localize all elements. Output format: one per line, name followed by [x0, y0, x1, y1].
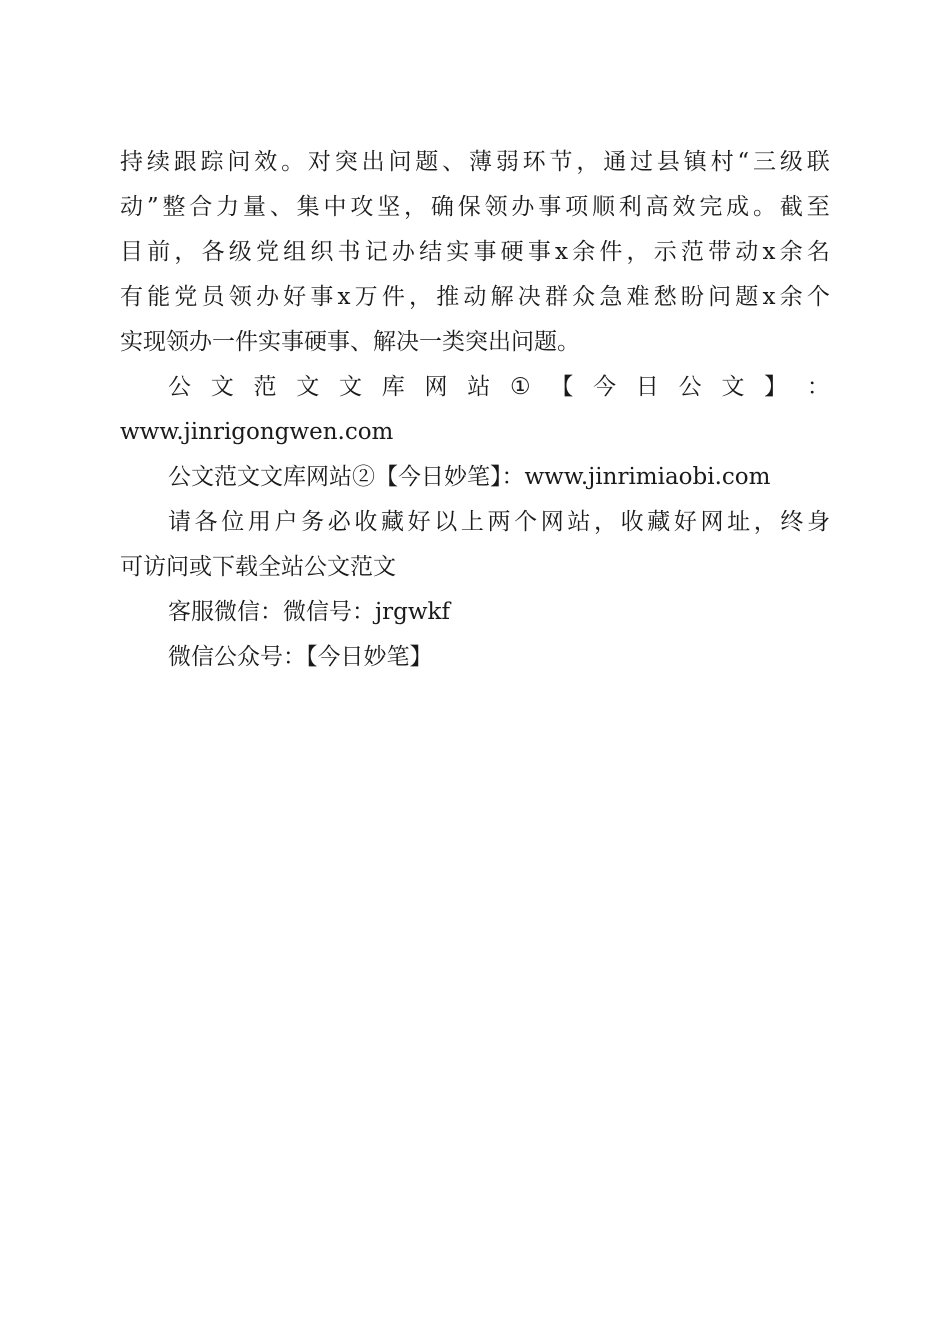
text-glyph: 、 — [269, 194, 293, 220]
text-glyph: 出 — [361, 149, 385, 175]
text-glyph: ， — [753, 509, 777, 535]
text-glyph: 藏 — [381, 509, 404, 535]
site2-line — [120, 455, 830, 500]
text-glyph: 址 — [727, 509, 751, 535]
text-glyph: 题 — [415, 149, 439, 175]
text-glyph: 节 — [549, 149, 573, 175]
text-glyph: 项 — [565, 194, 589, 220]
text-glyph: 办 — [391, 239, 415, 265]
text-glyph: ， — [404, 194, 428, 220]
text-glyph: 顺 — [591, 194, 615, 220]
site2-url[interactable]: www.jinrimiaobi.com — [524, 464, 771, 490]
text-glyph: 领 — [228, 284, 252, 310]
text-glyph: 站 — [567, 509, 591, 535]
text-glyph: 站 — [467, 374, 491, 400]
text-glyph: x — [555, 239, 568, 265]
text-glyph: 村 — [710, 149, 734, 175]
site1-url[interactable]: www.jinrigongwen.com — [120, 419, 394, 445]
text-glyph: 万 — [354, 284, 378, 310]
text-glyph: 藏 — [647, 509, 671, 535]
text-glyph: 】 — [764, 374, 788, 400]
text-glyph: 带 — [708, 239, 732, 265]
text-glyph: 网 — [700, 509, 724, 535]
text-glyph: 量 — [242, 194, 266, 220]
text-glyph: 办 — [255, 284, 279, 310]
text-glyph: 解 — [490, 284, 514, 310]
text-glyph: ① — [510, 374, 531, 400]
paragraph-line-5: 实现领办一件实事硬事、解决一类突出问题。 — [120, 329, 580, 355]
text-glyph: 跟 — [173, 149, 197, 175]
text-glyph: 名 — [806, 239, 830, 265]
text-glyph: 弱 — [495, 149, 519, 175]
text-glyph: x — [337, 284, 351, 310]
text-glyph: 推 — [436, 284, 460, 310]
text-glyph: 对 — [307, 149, 331, 175]
text-glyph: 问 — [708, 284, 732, 310]
text-glyph: 两 — [487, 509, 511, 535]
text-glyph: 硬 — [500, 239, 524, 265]
text-glyph: 领 — [484, 194, 508, 220]
service-wechat: 客服微信：微信号：jrgwkf — [168, 599, 450, 625]
text-glyph: 目 — [120, 239, 143, 265]
text-glyph: 合 — [189, 194, 213, 220]
text-glyph: 用 — [247, 509, 271, 535]
text-glyph: 户 — [274, 509, 298, 535]
text-glyph: 群 — [544, 284, 568, 310]
text-glyph: 效 — [672, 194, 696, 220]
text-glyph: 以 — [434, 509, 458, 535]
text-glyph: 记 — [364, 239, 388, 265]
text-glyph: 保 — [457, 194, 481, 220]
text-glyph: 完 — [699, 194, 723, 220]
text-glyph: 公 — [678, 374, 702, 400]
text-glyph: 网 — [540, 509, 564, 535]
text-glyph: 前 — [147, 239, 171, 265]
text-glyph: 至 — [806, 194, 830, 220]
text-glyph: 攻 — [350, 194, 374, 220]
text-glyph: 动 — [735, 239, 759, 265]
text-glyph: 整 — [162, 194, 186, 220]
text-glyph: 确 — [430, 194, 454, 220]
text-glyph: 盼 — [680, 284, 704, 310]
text-glyph: ， — [174, 239, 198, 265]
text-glyph: 问 — [388, 149, 412, 175]
text-glyph: 踪 — [200, 149, 224, 175]
text-glyph: 文 — [210, 374, 234, 400]
text-glyph: 个 — [806, 284, 830, 310]
text-glyph: 决 — [517, 284, 541, 310]
text-glyph: 。 — [281, 149, 305, 175]
text-glyph: 环 — [522, 149, 546, 175]
text-glyph: 文 — [296, 374, 320, 400]
text-glyph: 好 — [407, 509, 431, 535]
text-glyph: 办 — [511, 194, 535, 220]
text-glyph: 件 — [381, 284, 405, 310]
text-glyph: 题 — [735, 284, 759, 310]
text-glyph: 、 — [442, 149, 466, 175]
text-glyph: 力 — [216, 194, 240, 220]
text-glyph: ， — [576, 149, 600, 175]
text-glyph: 库 — [381, 374, 405, 400]
paragraph-line-3 — [120, 230, 830, 275]
text-glyph: 突 — [334, 149, 358, 175]
text-glyph: 急 — [599, 284, 623, 310]
paragraph-line-2 — [120, 185, 830, 230]
text-glyph: 能 — [147, 284, 171, 310]
text-glyph: 文 — [339, 374, 362, 400]
text-glyph: 级 — [779, 149, 803, 175]
text-glyph: 示 — [653, 239, 677, 265]
text-glyph: 收 — [354, 509, 378, 535]
text-glyph: 书 — [337, 239, 361, 265]
text-glyph: 事 — [527, 239, 551, 265]
text-glyph: 县 — [656, 149, 680, 175]
text-glyph: 愁 — [653, 284, 677, 310]
text-glyph: 收 — [620, 509, 644, 535]
text-glyph: 余 — [779, 239, 803, 265]
text-glyph: 组 — [283, 239, 307, 265]
text-glyph: 余 — [779, 284, 803, 310]
text-glyph: 日 — [635, 374, 659, 400]
text-glyph: 各 — [194, 509, 218, 535]
text-glyph: 高 — [645, 194, 669, 220]
text-glyph: 有 — [120, 284, 143, 310]
text-glyph: 续 — [146, 149, 170, 175]
text-glyph: 终 — [780, 509, 804, 535]
official-account: 微信公众号：【今日妙笔】 — [168, 644, 433, 670]
text-glyph: x — [762, 284, 776, 310]
text-glyph: 效 — [254, 149, 278, 175]
text-glyph: 事 — [538, 194, 562, 220]
text-glyph: 党 — [255, 239, 279, 265]
text-glyph: 中 — [323, 194, 347, 220]
text-glyph: x — [762, 239, 776, 265]
text-glyph: 联 — [806, 149, 830, 175]
text-glyph: 好 — [673, 509, 697, 535]
text-glyph: ， — [409, 284, 433, 310]
text-glyph: 请 — [168, 509, 191, 535]
text-glyph: 事 — [473, 239, 497, 265]
text-glyph: 坚 — [377, 194, 401, 220]
text-glyph: 持 — [120, 149, 143, 175]
text-glyph: 织 — [310, 239, 334, 265]
text-glyph: 结 — [419, 239, 443, 265]
text-glyph: 动 — [463, 284, 487, 310]
text-glyph: 镇 — [683, 149, 707, 175]
text-glyph: 余 — [572, 239, 596, 265]
text-glyph: 动 — [120, 194, 143, 220]
text-glyph: 成 — [726, 194, 750, 220]
text-glyph: 过 — [630, 149, 654, 175]
site1-label — [120, 365, 830, 410]
text-glyph: 好 — [283, 284, 307, 310]
paragraph-line-1 — [120, 140, 830, 185]
text-glyph: ” — [146, 194, 159, 220]
text-glyph: 个 — [514, 509, 538, 535]
site2-label: 公文范文文库网站②【今日妙笔】： — [168, 464, 525, 490]
text-glyph: 必 — [327, 509, 351, 535]
text-glyph: 公 — [168, 374, 191, 400]
text-glyph: 党 — [174, 284, 198, 310]
text-glyph: 各 — [201, 239, 225, 265]
text-glyph: ， — [626, 239, 650, 265]
text-glyph: 身 — [807, 509, 830, 535]
text-glyph: 范 — [680, 239, 704, 265]
text-glyph: 今 — [593, 374, 617, 400]
text-glyph: 实 — [446, 239, 470, 265]
text-glyph: “ — [737, 149, 750, 175]
notice-line-1 — [120, 500, 830, 545]
text-glyph: 众 — [572, 284, 596, 310]
text-glyph: 利 — [618, 194, 642, 220]
text-glyph: 通 — [603, 149, 627, 175]
text-glyph: 三 — [753, 149, 777, 175]
text-glyph: 员 — [201, 284, 225, 310]
document-body — [120, 140, 830, 680]
text-glyph: 。 — [753, 194, 777, 220]
notice-line-2: 可访问或下载全站公文范文 — [120, 554, 396, 580]
text-glyph: 件 — [599, 239, 623, 265]
text-glyph: 难 — [626, 284, 650, 310]
text-glyph: 上 — [460, 509, 484, 535]
paragraph-line-4 — [120, 275, 830, 320]
text-glyph: 文 — [721, 374, 745, 400]
text-glyph: 位 — [221, 509, 245, 535]
text-glyph: 务 — [301, 509, 325, 535]
text-glyph: ： — [806, 374, 830, 400]
text-glyph: 集 — [296, 194, 320, 220]
text-glyph: 薄 — [468, 149, 492, 175]
text-glyph: 【 — [550, 374, 574, 400]
text-glyph: 级 — [228, 239, 252, 265]
text-glyph: 范 — [253, 374, 277, 400]
text-glyph: ， — [594, 509, 617, 535]
text-glyph: 截 — [779, 194, 803, 220]
text-glyph: 网 — [424, 374, 448, 400]
text-glyph: 事 — [310, 284, 334, 310]
text-glyph: 问 — [227, 149, 251, 175]
